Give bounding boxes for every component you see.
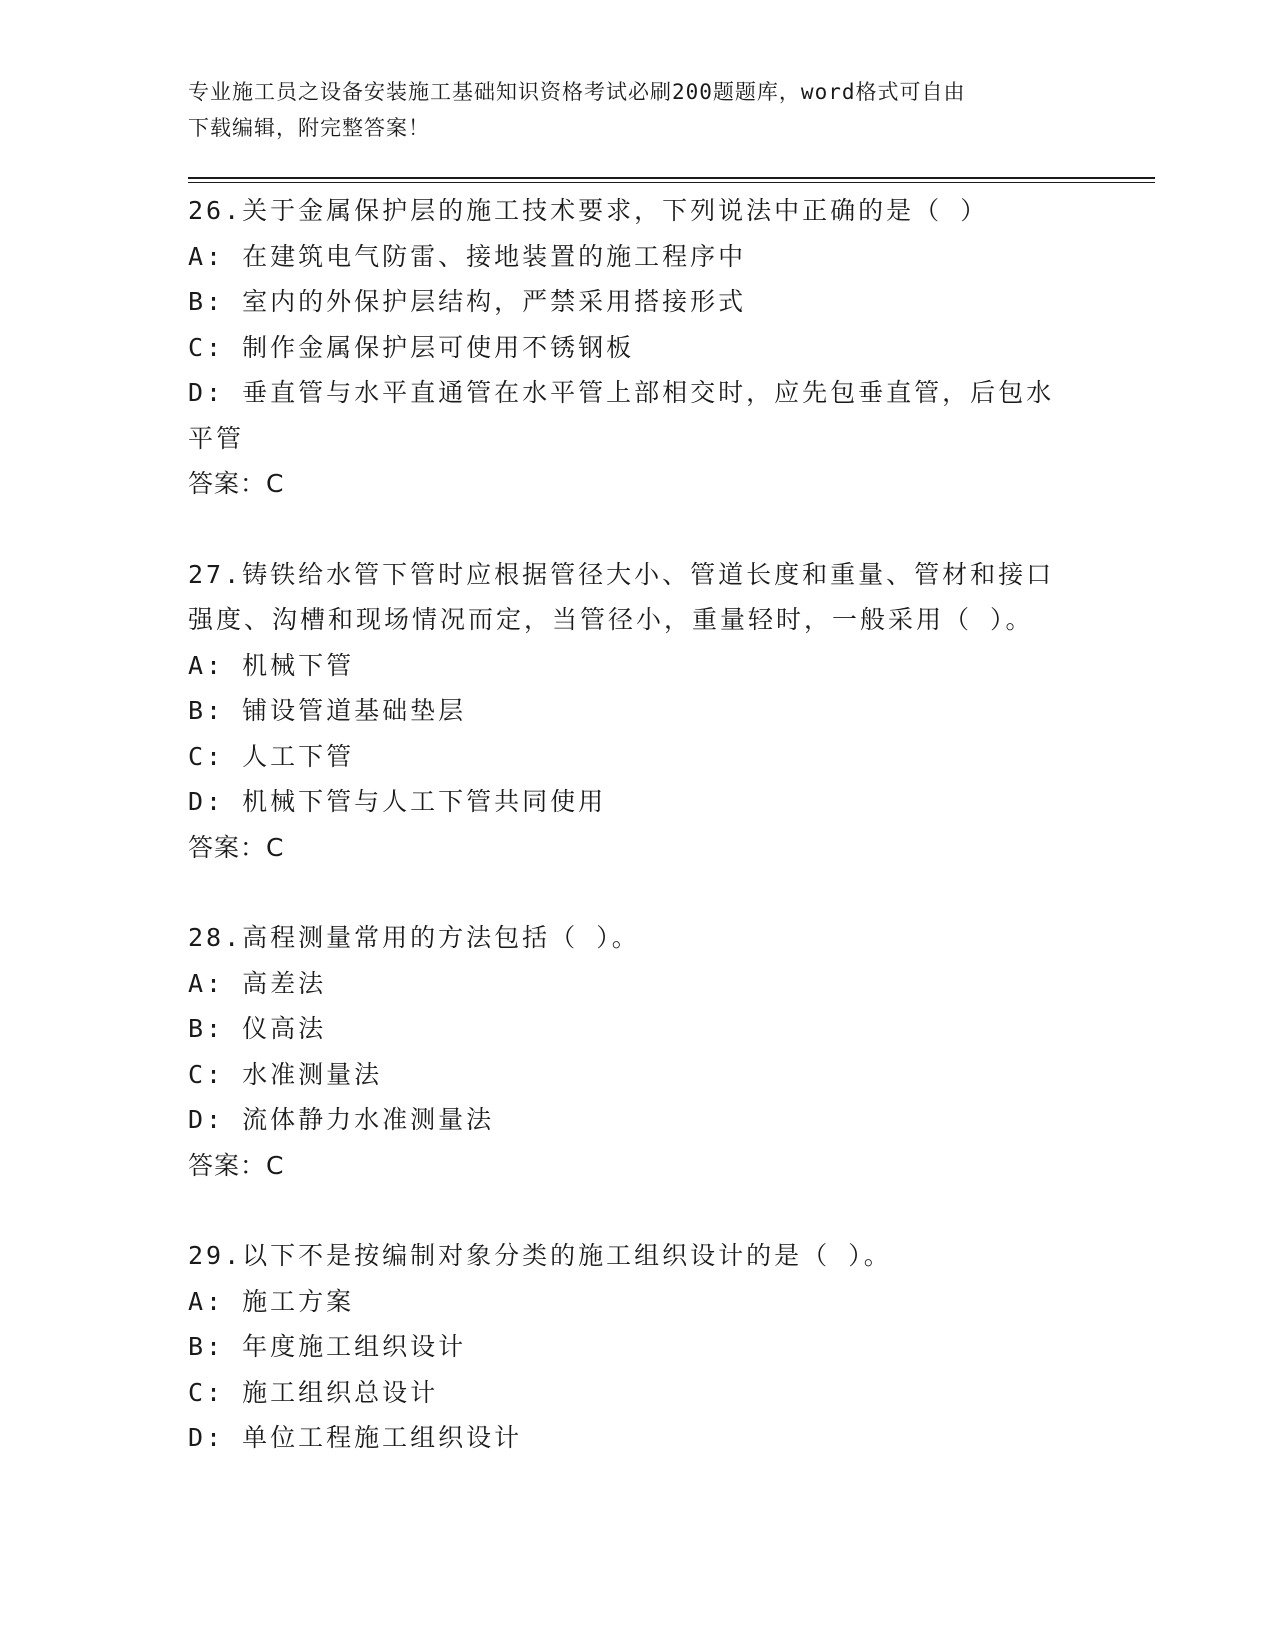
option-b: B: 年度施工组织设计: [188, 1332, 467, 1361]
option-d: D: 流体静力水准测量法: [188, 1105, 495, 1134]
question-stem: 28.高程测量常用的方法包括（ ）。: [188, 923, 640, 952]
option-d: D: 机械下管与人工下管共同使用: [188, 787, 607, 816]
answer-line: 答案：C: [188, 1150, 285, 1180]
option-a: A: 施工方案: [188, 1286, 355, 1316]
question-stem: 26.关于金属保护层的施工技术要求，下列说法中正确的是（ ）: [188, 196, 989, 225]
answer-line: 答案：C: [188, 469, 285, 498]
question-stem-continued: 强度、沟槽和现场情况而定，当管径小，重量轻时，一般采用（ ）。: [188, 605, 1034, 634]
answer-line: 答案：C: [188, 832, 285, 862]
option-a: A: 机械下管: [188, 650, 355, 680]
option-b: B: 铺设管道基础垫层: [188, 696, 467, 725]
option-d: D: 单位工程施工组织设计: [188, 1423, 523, 1452]
option-c: C: 水准测量法: [188, 1059, 383, 1089]
header-line: 下载编辑，附完整答案！: [188, 116, 430, 140]
option-d: D: 垂直管与水平直通管在水平管上部相交时，应先包垂直管，后包水: [188, 378, 1055, 407]
question-list: [188, 188, 1088, 1461]
option-b: B: 仪高法: [188, 1014, 327, 1043]
option-d-continued: 平管: [188, 423, 245, 453]
question-stem: 29.以下不是按编制对象分类的施工组织设计的是（ ）。: [188, 1241, 892, 1270]
option-b: B: 室内的外保护层结构，严禁采用搭接形式: [188, 287, 747, 316]
question-29: [188, 1233, 1088, 1461]
option-a: A: 在建筑电气防雷、接地装置的施工程序中: [188, 241, 747, 271]
option-c: C: 施工组织总设计: [188, 1377, 439, 1407]
question-28: [188, 915, 1088, 1188]
document-header: [188, 74, 1068, 146]
option-c: C: 制作金属保护层可使用不锈钢板: [188, 332, 635, 362]
option-a: A: 高差法: [188, 968, 327, 998]
question-26: [188, 188, 1088, 507]
header-line: 专业施工员之设备安装施工基础知识资格考试必刷200题题库，word格式可自由: [188, 80, 966, 104]
question-27: [188, 552, 1088, 871]
option-c: C: 人工下管: [188, 741, 355, 771]
header-divider: [188, 177, 1155, 179]
question-stem: 27.铸铁给水管下管时应根据管径大小、管道长度和重量、管材和接口: [188, 559, 1055, 589]
header-divider-thin: [188, 182, 1155, 183]
